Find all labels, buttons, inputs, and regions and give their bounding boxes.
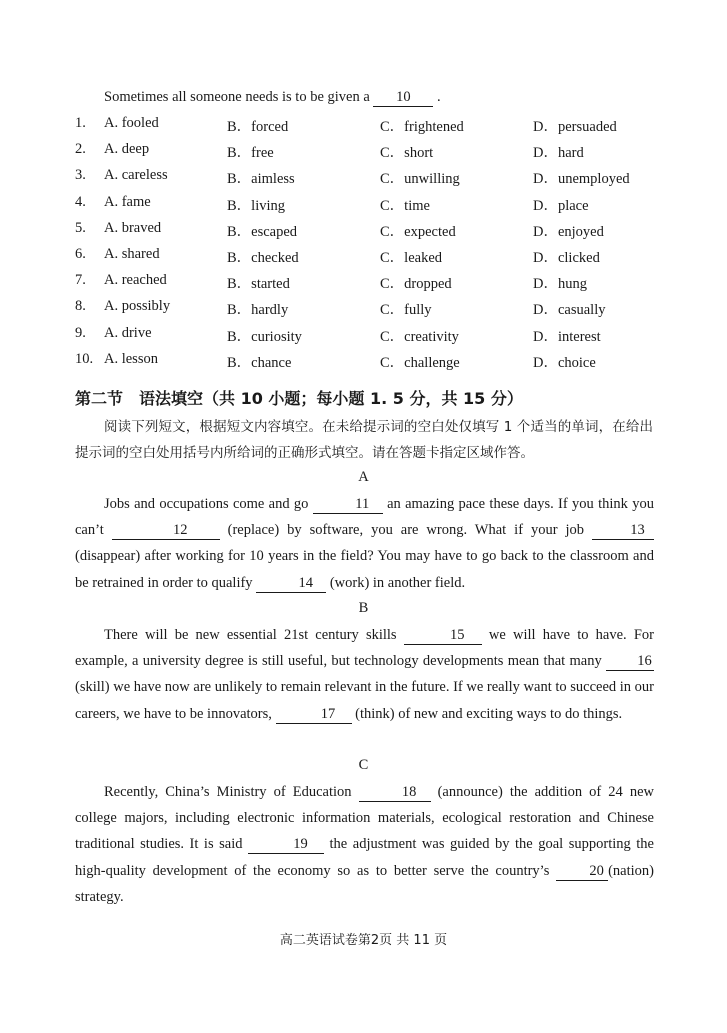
question-number: 8. bbox=[75, 298, 86, 315]
question-number: 4. bbox=[75, 193, 86, 210]
option-row bbox=[75, 141, 675, 167]
blank-11: 11 bbox=[313, 496, 383, 514]
option-c: C．creativity bbox=[380, 328, 459, 345]
passage-b: There will be new essential 21st century skills 15 we will have to have. For example, a university degree is still useful, but technology developments mean that many 16 (skill) we have now are unlikely to remain relevant in the future. If we really want to succeed in our careers, we have to be innovators, 17 (think) of new and exciting ways to do things. bbox=[75, 627, 654, 722]
passage-label-a: A bbox=[358, 469, 369, 485]
page-footer: 高二英语试卷第2页 共 11 页 bbox=[279, 933, 448, 948]
option-b: B．living bbox=[227, 197, 286, 214]
passage-label-b: B bbox=[358, 600, 369, 616]
option-row bbox=[75, 194, 675, 220]
option-a: A. drive bbox=[104, 324, 152, 341]
question-number: 10. bbox=[75, 350, 94, 367]
option-c: C．short bbox=[380, 145, 434, 162]
option-a: A. possibly bbox=[104, 298, 171, 315]
question-number: 6. bbox=[75, 245, 86, 262]
option-b: B．hardly bbox=[227, 302, 289, 319]
option-b: B．forced bbox=[227, 119, 289, 135]
option-a: A. careless bbox=[104, 167, 168, 184]
option-row bbox=[75, 167, 675, 193]
option-d: D．enjoyed bbox=[533, 223, 604, 240]
option-c: C．fully bbox=[380, 302, 432, 319]
section-instructions: 阅读下列短文，根据短文内容填空。在未给提示词的空白处仅填写 1 个适当的单词，在给出提示词的空白处用括号内所给词的正确形式填空。请在答题卡指定区域作答。 bbox=[75, 419, 653, 461]
option-c: C．expected bbox=[380, 223, 456, 240]
option-d: D．unemployed bbox=[533, 171, 630, 188]
option-a: A. shared bbox=[104, 245, 160, 262]
option-d: D．persuaded bbox=[533, 119, 617, 135]
blank-14: 14 bbox=[256, 575, 326, 593]
option-b: B．free bbox=[227, 145, 274, 162]
question-number: 9. bbox=[75, 324, 86, 341]
option-row bbox=[75, 351, 675, 377]
blank-17: 17 bbox=[276, 706, 352, 724]
section-title: 第二节 语法填空（共 10 小题；每小题 1. 5 分，共 15 分） bbox=[75, 389, 523, 408]
question-number: 1. bbox=[75, 115, 86, 131]
option-row bbox=[75, 325, 675, 351]
option-a: A. lesson bbox=[104, 350, 158, 367]
option-c: C．unwilling bbox=[380, 171, 460, 188]
option-d: D．hard bbox=[533, 145, 584, 162]
option-d: D．casually bbox=[533, 302, 606, 319]
option-d: D．place bbox=[533, 197, 589, 214]
option-row bbox=[75, 246, 675, 272]
option-c: C．challenge bbox=[380, 354, 460, 371]
option-b: B．curiosity bbox=[227, 328, 302, 345]
option-d: D．hung bbox=[533, 276, 587, 293]
option-row bbox=[75, 115, 675, 141]
option-a: A. fame bbox=[104, 193, 151, 210]
option-a: A. braved bbox=[104, 219, 162, 236]
option-b: B．checked bbox=[227, 249, 299, 266]
option-b: B．started bbox=[227, 276, 290, 293]
blank-12: 12 bbox=[112, 522, 220, 540]
cloze-closing-sentence: Sometimes all someone needs is to be given a 10 . bbox=[104, 89, 441, 105]
blank-13: 13 bbox=[592, 522, 654, 540]
option-a: A. fooled bbox=[104, 115, 159, 131]
option-row bbox=[75, 298, 675, 324]
answer-options bbox=[75, 115, 675, 377]
option-row bbox=[75, 272, 675, 298]
option-d: D．interest bbox=[533, 328, 601, 345]
option-b: B．escaped bbox=[227, 223, 298, 240]
option-a: A. reached bbox=[104, 272, 167, 289]
option-c: C．leaked bbox=[380, 249, 443, 266]
question-number: 2. bbox=[75, 141, 86, 158]
option-row bbox=[75, 220, 675, 246]
blank-20: 20 bbox=[556, 863, 608, 881]
option-c: C．time bbox=[380, 197, 430, 214]
option-d: D．choice bbox=[533, 354, 596, 371]
option-c: C．dropped bbox=[380, 276, 452, 293]
option-b: B．aimless bbox=[227, 171, 295, 188]
question-number: 3. bbox=[75, 167, 86, 184]
passage-c: Recently, China’s Ministry of Education 18 (announce) the addition of 24 new college majors, including electronic information materials, ecological restoration and Chinese traditional studies. It is said 19 the adjustment was guided by the goal supporting the high-quality development of the economy so as to better serve the country’s 20 (nation) strategy. bbox=[75, 784, 655, 905]
blank-19: 19 bbox=[248, 836, 324, 854]
question-number: 7. bbox=[75, 272, 86, 289]
question-number: 5. bbox=[75, 219, 86, 236]
blank-18: 18 bbox=[359, 784, 431, 802]
blank-15: 15 bbox=[404, 627, 482, 645]
option-c: C．frightened bbox=[380, 119, 464, 135]
option-d: D．clicked bbox=[533, 249, 600, 266]
blank-16: 16 bbox=[606, 653, 654, 671]
blank-10: 10 bbox=[373, 89, 433, 107]
option-b: B．chance bbox=[227, 354, 292, 371]
option-a: A. deep bbox=[104, 141, 150, 158]
passage-label-c: C bbox=[358, 757, 369, 773]
passage-a: Jobs and occupations come and go 11 an amazing pace these days. If you think you can’t 12 (replace) by software, you are wrong. What if your job 13 (disappear) after working for 10 years in the field? You may have to go back to the classroom and be retrained in order to qualify 14 (work) in another field. bbox=[75, 496, 654, 591]
